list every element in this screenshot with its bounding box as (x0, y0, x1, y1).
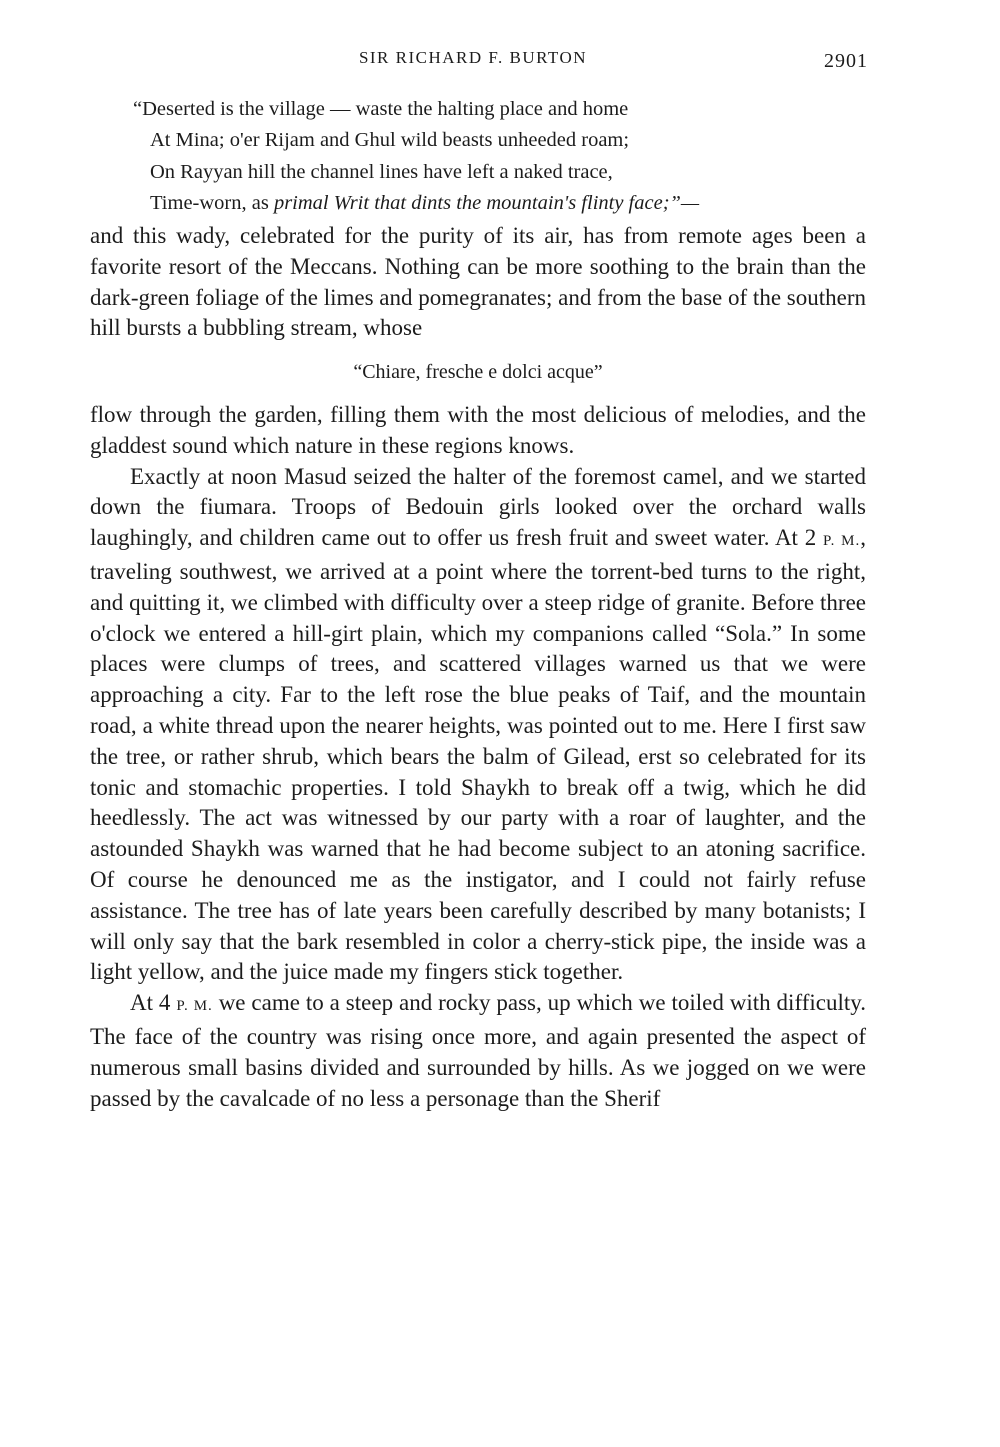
verse-line-2: At Mina; o'er Rijam and Ghul wild beasts unheeded roam; (150, 129, 630, 152)
verse-line-3: On Rayyan hill the channel lines have left a naked trace, (150, 160, 613, 183)
verse-line-4 (133, 188, 873, 219)
paragraph-2-part-2: , traveling southwest, we arrived at a point where the torrent-bed turns to the right, and quitting it, we climbed with difficulty over a steep ridge of granite. Before three o'clock we entered a hill-girt plain, which my companions called “Sola.” In some places were clumps of trees, and scattered villages warned us that we were approaching a city. Far to the left rose the blue peaks of Taif, and the mountain road, a white thread upon the nearer heights, was pointed out to me. Here I first saw the tree, or rather shrub, which bears the balm of Gilead, erst so celebrated for its tonic and stomachic properties. I told Shaykh to break off a twig, which he did heedlessly. The act was witnessed by our party with a roar of laughter, and the astounded Shaykh was warned that he had become subject to an atoning sacrifice. Of course he denounced me as the instigator, and I could not fairly refuse assistance. The tree has of late years been carefully described by many botanists; I will only say that the bark resembled in color a cherry-stick pipe, the inside was a light yellow, and the juice made my fingers stick together. (90, 525, 866, 985)
page-number: 2901 (824, 50, 868, 72)
time-marker: P. M. (176, 998, 213, 1015)
time-marker: P. M. (822, 533, 861, 550)
verse-line-4-plain: Time-worn, as (150, 191, 274, 214)
verse-quotation (133, 94, 873, 219)
body-text (90, 221, 866, 1114)
paragraph-2 (90, 462, 866, 989)
verse-line-4-italic: primal Writ that dints the mountain's flinty face;”— (273, 191, 700, 214)
italian-quotation: “Chiare, fresche e dolci acque” (353, 361, 603, 384)
paragraph-3 (90, 988, 866, 1114)
paragraph-2-part-1: Exactly at noon Masud seized the halter of the foremost camel, and we started down the fiumara. Troops of Bedouin girls looked over the orchard walls laughingly, and children came out to offer us fresh fruit and sweet water. At 2 (90, 463, 866, 551)
verse-line-1: “Deserted is the village — waste the halting place and home (133, 98, 629, 120)
paragraph-1-continuation: flow through the garden, filling them with the most delicious of melodies, and the gladdest sound which nature in these regions knows. (90, 401, 866, 458)
paragraph-3-part-2: we came to a steep and rocky pass, up which we toiled with difficulty. The face of the country was rising once more, and again presented the aspect of numerous small basins divided and surrounded by hills. As we jogged on we were passed by the cavalcade of no less a personage than the Sherif (90, 990, 866, 1111)
running-title: SIR RICHARD F. BURTON (358, 48, 588, 67)
paragraph-1-opening: and this wady, celebrated for the purity of its air, has from remote ages been a favorite resort of the Meccans. Nothing can be more soothing to the brain than the dark-green foliage of the limes and pomegranates; and from the base of the southern hill bursts a bubbling stream, whose (90, 223, 866, 341)
paragraph-3-part-1: At 4 (130, 990, 177, 1016)
